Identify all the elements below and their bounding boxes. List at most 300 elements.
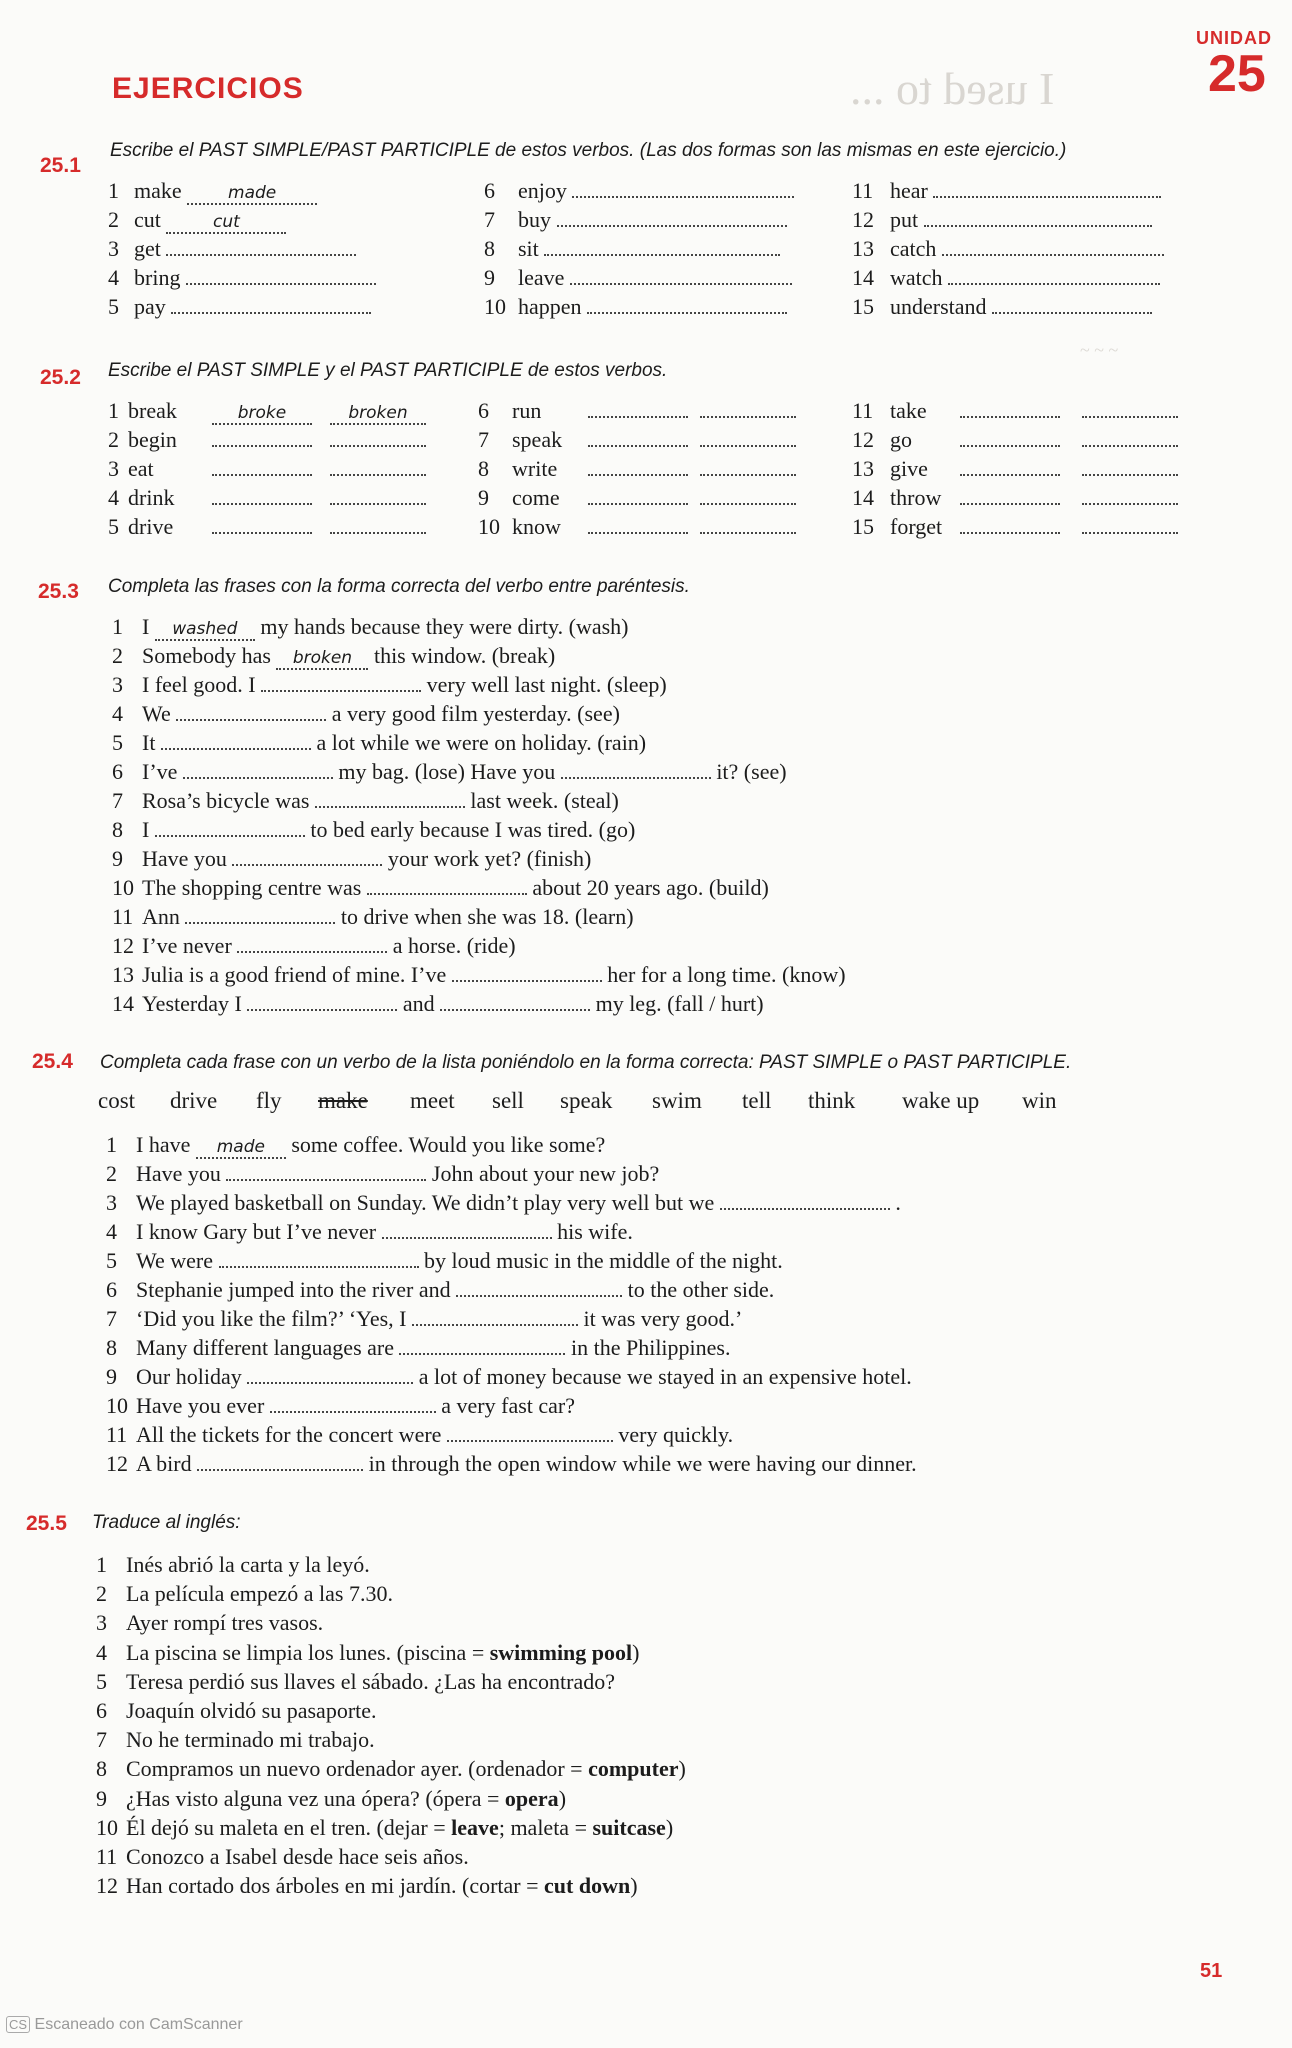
ex5-item: [96, 1727, 375, 1753]
answer-blank[interactable]: [960, 518, 1060, 534]
ex4-item: [106, 1451, 917, 1477]
ex1-item: [852, 178, 1161, 204]
answer-blank[interactable]: [924, 211, 1152, 227]
ex5-item: [96, 1669, 615, 1695]
answer-blank[interactable]: [330, 489, 426, 505]
ex1-item: [852, 294, 1152, 320]
ex2-verb: throw: [890, 485, 942, 510]
spanish-sentence: La película empezó a las 7.30.: [126, 1581, 393, 1607]
sentence-text: I: [142, 817, 155, 842]
ex2-past-simple-slot: [212, 427, 312, 453]
item-number: 1: [112, 614, 123, 639]
ex4-item: [106, 1335, 730, 1361]
ex3-item: [112, 672, 667, 698]
ex4-item: [106, 1248, 783, 1274]
item-number: 4: [108, 265, 119, 290]
sentence-text: I’ve: [142, 759, 183, 784]
answer-blank[interactable]: [1082, 460, 1178, 476]
ex2-past-simple-slot: [588, 398, 688, 424]
sentence-text: I: [142, 614, 155, 639]
sentence-text: Many different languages are: [136, 1335, 400, 1360]
ex2-past-participle-slot: [330, 514, 426, 540]
ex2-past-participle-slot: [700, 427, 796, 453]
answer-blank[interactable]: [720, 1194, 890, 1210]
ex4-item: [106, 1190, 901, 1216]
answer-blank[interactable]: [1082, 402, 1178, 418]
ex2-item-number: 9: [478, 485, 489, 510]
answer-blank[interactable]: [570, 269, 792, 285]
ex5-item: [96, 1844, 469, 1870]
ex2-item-number: 5: [108, 514, 119, 539]
item-number: 11: [852, 178, 874, 203]
answer-blank[interactable]: [1082, 431, 1178, 447]
bleed-through-title: I used to ...: [850, 63, 1055, 114]
answer-blank[interactable]: [155, 821, 305, 837]
item-number: 11: [112, 904, 134, 929]
answer-blank[interactable]: [176, 705, 326, 721]
ex4-item: [106, 1306, 742, 1332]
ex2-item-number: 1: [108, 398, 119, 423]
verb-label: leave: [518, 265, 570, 290]
item-number: 14: [852, 265, 874, 290]
unit-number: 25: [1208, 45, 1266, 103]
spanish-sentence: Joaquín olvidó su pasaporte.: [126, 1698, 377, 1723]
answer-blank[interactable]: [212, 489, 312, 505]
word-tell: tell: [742, 1088, 772, 1113]
answer-blank[interactable]: [452, 966, 602, 982]
answer-blank[interactable]: [456, 1281, 622, 1297]
sentence-text: some coffee. Would you like some?: [285, 1132, 606, 1157]
answer-blank[interactable]: [185, 908, 335, 924]
item-number: 8: [106, 1335, 117, 1360]
sentence-text: a very good film yesterday. (see): [326, 701, 620, 726]
ex2-verb: drive: [128, 514, 174, 539]
item-number: 5: [96, 1668, 107, 1694]
answer-blank[interactable]: [1082, 489, 1178, 505]
sentence-text: a lot while we were on holiday. (rain): [310, 730, 647, 755]
ex4-item: [106, 1219, 633, 1245]
item-number: 3: [96, 1610, 107, 1636]
ex2-past-participle-slot: [1082, 398, 1178, 424]
answer-blank[interactable]: [948, 269, 1160, 285]
ex3-item: [112, 962, 846, 988]
item-number: 13: [112, 962, 134, 987]
answer-blank[interactable]: [700, 518, 796, 534]
sentence-text: very quickly.: [612, 1422, 734, 1447]
ex1-item: [484, 265, 792, 291]
verb-label: sit: [518, 236, 545, 261]
answer-blank[interactable]: [399, 1339, 565, 1355]
sentence-text: Rosa’s bicycle was: [142, 788, 315, 813]
sentence-text: Ann: [142, 904, 186, 929]
item-number: 9: [112, 846, 123, 871]
ex3-instruction: Completa las frases con la forma correcta del verbo entre paréntesis.: [108, 576, 690, 597]
ex5-item: [96, 1815, 673, 1841]
ex2-verb: eat: [128, 456, 154, 481]
answer-blank[interactable]: [588, 518, 688, 534]
ex5-item: [96, 1786, 566, 1812]
sentence-text: Julia is a good friend of mine. I’ve: [142, 962, 452, 987]
sentence-text: it? (see): [710, 759, 787, 784]
sentence-text: Somebody has: [142, 643, 277, 668]
item-number: 3: [112, 672, 123, 697]
sentence-text: Stephanie jumped into the river and: [136, 1277, 457, 1302]
item-number: 2: [96, 1581, 107, 1607]
ex1-item: [108, 265, 376, 291]
closing-paren: ): [558, 1785, 567, 1811]
answer-blank[interactable]: [212, 518, 312, 534]
vocab-hint: opera: [504, 1785, 559, 1811]
ex2-item-number: 6: [478, 398, 489, 423]
item-number: 10: [106, 1393, 128, 1418]
item-number: 10: [96, 1814, 118, 1840]
ex5-item: [96, 1640, 639, 1666]
item-number: 10: [112, 875, 134, 900]
ex5-item: [96, 1552, 370, 1578]
ex4-item: [106, 1132, 605, 1159]
answer-blank[interactable]: [960, 460, 1060, 476]
filled-answer: broken: [276, 648, 368, 670]
sentence-text: my hands because they were dirty. (wash): [254, 614, 629, 639]
sentence-text: .: [889, 1190, 901, 1215]
scanner-watermark: [6, 2016, 243, 2034]
answer-blank[interactable]: [261, 676, 421, 692]
ex4-item: [106, 1277, 774, 1303]
ex2-past-participle-slot: [330, 456, 426, 482]
ex2-item-number: 8: [478, 456, 489, 481]
unit-label: UNIDAD: [1196, 28, 1272, 48]
item-number: 7: [484, 207, 495, 232]
ex3-item: [112, 875, 769, 901]
sentence-text: in the Philippines.: [565, 1335, 731, 1360]
ex2-verb: write: [512, 456, 558, 481]
sentence-text: It: [142, 730, 161, 755]
spanish-sentence: Teresa perdió sus llaves el sábado. ¿Las ha encontrado?: [126, 1668, 615, 1694]
answer-blank[interactable]: [270, 1397, 436, 1413]
answer-blank[interactable]: [197, 1455, 363, 1471]
ex2-item-number: 11: [852, 398, 874, 423]
ex1-item: [852, 207, 1152, 233]
item-number: 8: [96, 1756, 107, 1782]
answer-blank[interactable]: [440, 995, 590, 1011]
item-number: 4: [112, 701, 123, 726]
bleed-through-mark: ~ ~ ~: [1080, 340, 1119, 360]
filled-answer: broke: [212, 403, 312, 425]
answer-blank[interactable]: [247, 1368, 413, 1384]
item-number: 6: [106, 1277, 117, 1302]
answer-blank[interactable]: [1082, 518, 1178, 534]
answer-blank[interactable]: [942, 240, 1164, 256]
ex2-verb: begin: [128, 427, 177, 452]
answer-blank[interactable]: [186, 269, 376, 285]
ex2-past-participle-slot: [700, 485, 796, 511]
answer-blank[interactable]: [171, 298, 371, 314]
ex2-past-participle-slot: [330, 398, 426, 425]
ex2-verb: break: [128, 398, 177, 423]
answer-blank[interactable]: [212, 460, 312, 476]
verb-label: watch: [890, 265, 949, 290]
sentence-text: Our holiday: [136, 1364, 248, 1389]
ex5-instruction: Traduce al inglés:: [92, 1512, 241, 1533]
ex2-past-participle-slot: [330, 427, 426, 453]
answer-blank[interactable]: [700, 460, 796, 476]
word-swim: swim: [652, 1088, 702, 1113]
ex2-verb: drink: [128, 485, 175, 510]
item-number: 7: [112, 788, 123, 813]
spanish-sentence: La piscina se limpia los lunes. (piscina =: [126, 1639, 490, 1665]
ex3-item: [112, 614, 629, 641]
answer-blank[interactable]: [330, 518, 426, 534]
verb-label: put: [890, 207, 924, 232]
answer-blank[interactable]: [219, 1252, 419, 1268]
ex2-past-participle-slot: [700, 456, 796, 482]
item-number: 8: [484, 236, 495, 261]
ex2-past-participle-slot: [700, 398, 796, 424]
ex2-item-number: 10: [478, 514, 500, 539]
verb-label: enjoy: [518, 178, 573, 203]
ex2-past-simple-slot: [960, 398, 1060, 424]
closing-paren: ): [630, 1873, 638, 1899]
answer-blank[interactable]: [412, 1310, 578, 1326]
answer-blank[interactable]: [212, 431, 312, 447]
scanner-text: Escaneado con CamScanner: [34, 2016, 243, 2033]
ex4-number: 25.4: [32, 1050, 73, 1073]
answer-blank[interactable]: [544, 240, 780, 256]
spanish-sentence: ¿Has visto alguna vez una ópera? (ópera =: [126, 1785, 505, 1811]
verb-label: pay: [134, 294, 172, 319]
closing-paren: ): [678, 1756, 686, 1782]
item-number: 8: [112, 817, 123, 842]
ex4-item: [106, 1422, 733, 1448]
item-number: 7: [96, 1727, 107, 1753]
answer-blank[interactable]: [700, 402, 796, 418]
vocab-hint: swimming pool: [489, 1639, 633, 1665]
sentence-text: a very fast car?: [435, 1393, 576, 1418]
ex3-number: 25.3: [38, 580, 79, 603]
ex2-verb: come: [512, 485, 560, 510]
filled-answer: washed: [155, 619, 255, 641]
ex2-past-simple-slot: [960, 485, 1060, 511]
answer-blank[interactable]: [587, 298, 787, 314]
answer-blank[interactable]: [588, 489, 688, 505]
item-number: 6: [96, 1698, 107, 1723]
spanish-sentence: Él dejó su maleta en el tren. (dejar =: [126, 1814, 452, 1840]
item-number: 3: [108, 236, 119, 261]
answer-blank[interactable]: [226, 1165, 426, 1181]
answer-blank[interactable]: [572, 182, 794, 198]
ex3-item: [112, 846, 591, 872]
answer-blank[interactable]: [700, 431, 796, 447]
ex2-past-simple-slot: [960, 456, 1060, 482]
sentence-text: in through the open window while we were having our dinner.: [363, 1451, 917, 1476]
ex2-past-simple-slot: [960, 514, 1060, 540]
item-number: 2: [108, 207, 119, 232]
item-number: 12: [852, 207, 874, 232]
answer-blank[interactable]: [166, 240, 356, 256]
sentence-text: Yesterday I: [142, 991, 248, 1016]
sentence-text: The shopping centre was: [142, 875, 367, 900]
filled-answer: broken: [330, 403, 426, 425]
sentence-text: John about your new job?: [426, 1161, 660, 1186]
verb-label: catch: [890, 236, 942, 261]
ex1-item: [108, 294, 371, 320]
verb-label: bring: [134, 265, 186, 290]
answer-blank[interactable]: [161, 734, 311, 750]
ex4-item: [106, 1364, 912, 1390]
word-win: win: [1022, 1088, 1057, 1113]
ex2-item-number: 3: [108, 456, 119, 481]
item-number: 5: [106, 1248, 117, 1273]
answer-blank[interactable]: [992, 298, 1152, 314]
sentence-text: about 20 years ago. (build): [526, 875, 769, 900]
vocab-hint: suitcase: [592, 1814, 666, 1840]
sentence-text: and: [397, 991, 441, 1016]
answer-blank[interactable]: [232, 850, 382, 866]
ex2-past-participle-slot: [1082, 427, 1178, 453]
ex2-past-participle-slot: [1082, 514, 1178, 540]
ex2-item-number: 2: [108, 427, 119, 452]
answer-blank[interactable]: [960, 489, 1060, 505]
ex5-number: 25.5: [26, 1512, 67, 1535]
item-number: 11: [96, 1844, 118, 1869]
ex1-item: [484, 236, 780, 262]
ex3-item: [112, 991, 764, 1017]
sentence-text: his wife.: [551, 1219, 633, 1244]
item-number: 14: [112, 991, 134, 1016]
sentence-text: I have: [136, 1132, 196, 1157]
ex2-number: 25.2: [40, 366, 81, 389]
item-number: 2: [112, 643, 123, 668]
answer-blank[interactable]: [960, 431, 1060, 447]
sentence-text: We played basketball on Sunday. We didn’t play very well but we: [136, 1190, 720, 1215]
answer-blank[interactable]: [960, 402, 1060, 418]
item-number: 4: [96, 1639, 107, 1665]
item-number: 12: [106, 1451, 128, 1476]
ex2-item-number: 15: [852, 514, 874, 539]
answer-blank[interactable]: [588, 460, 688, 476]
ex1-number: 25.1: [40, 154, 81, 177]
answer-blank[interactable]: [561, 763, 711, 779]
item-number: 9: [106, 1364, 117, 1389]
ex2-past-simple-slot: [212, 514, 312, 540]
closing-paren: ): [632, 1639, 640, 1665]
ex1-item: [484, 178, 794, 204]
page-number: 51: [1200, 1960, 1223, 1982]
word-think: think: [808, 1088, 856, 1113]
ex2-past-simple-slot: [212, 398, 312, 425]
answer-blank[interactable]: [315, 792, 465, 808]
ex5-item: [96, 1873, 638, 1899]
sentence-text: All the tickets for the concert were: [136, 1422, 447, 1447]
answer-blank[interactable]: [933, 182, 1161, 198]
filled-answer: made: [196, 1137, 286, 1159]
item-number: 5: [108, 294, 119, 319]
ex4-item: [106, 1161, 659, 1187]
ex3-item: [112, 788, 619, 814]
ex5-item: [96, 1756, 686, 1782]
sentence-text: it was very good.’: [577, 1306, 743, 1331]
item-number: 6: [484, 178, 495, 203]
spanish-sentence: Ayer rompí tres vasos.: [126, 1610, 324, 1636]
spanish-sentence: No he terminado mi trabajo.: [126, 1727, 375, 1753]
item-number: 12: [96, 1873, 118, 1899]
item-number: 6: [112, 759, 123, 784]
page-title: EJERCICIOS: [112, 72, 304, 105]
item-number: 5: [112, 730, 123, 755]
item-number: 4: [106, 1219, 117, 1244]
sentence-text: We were: [136, 1248, 219, 1273]
sentence-text: I know Gary but I’ve never: [136, 1219, 382, 1244]
ex2-verb: give: [890, 456, 928, 481]
word-make: make: [318, 1088, 368, 1113]
verb-label: cut: [134, 207, 167, 232]
item-number: 15: [852, 294, 874, 319]
sentence-text: last week. (steal): [464, 788, 619, 813]
ex2-instruction: Escribe el PAST SIMPLE y el PAST PARTICIPLE de estos verbos.: [108, 360, 668, 381]
ex2-past-participle-slot: [1082, 485, 1178, 511]
ex2-past-participle-slot: [1082, 456, 1178, 482]
vocab-hint: leave: [451, 1814, 499, 1840]
verb-label: buy: [518, 207, 557, 232]
answer-blank[interactable]: [367, 879, 527, 895]
ex1-item: [484, 294, 787, 320]
word-fly: fly: [256, 1088, 282, 1113]
answer-blank[interactable]: [183, 763, 333, 779]
answer-blank[interactable]: [247, 995, 397, 1011]
verb-label: make: [134, 178, 188, 203]
answer-blank[interactable]: [588, 402, 688, 418]
ex4-item: [106, 1393, 575, 1419]
spanish-sentence: Conozco a Isabel desde hace seis años.: [126, 1844, 469, 1869]
ex2-past-simple-slot: [212, 485, 312, 511]
ex1-item: [108, 178, 317, 205]
sentence-text: to drive when she was 18. (learn): [335, 904, 634, 929]
answer-blank[interactable]: [237, 937, 387, 953]
ex3-item: [112, 701, 620, 727]
sentence-text: I’ve never: [142, 933, 238, 958]
sentence-text: Have you: [142, 846, 233, 871]
ex3-item: [112, 759, 787, 785]
answer-blank[interactable]: [330, 460, 426, 476]
answer-blank[interactable]: [330, 431, 426, 447]
sentence-text: her for a long time. (know): [601, 962, 846, 987]
sentence-text: your work yet? (finish): [382, 846, 592, 871]
word-sell: sell: [492, 1088, 524, 1113]
item-number: 11: [106, 1422, 128, 1447]
ex2-item-number: 7: [478, 427, 489, 452]
ex1-item: [852, 236, 1164, 262]
sentence-text: Have you ever: [136, 1393, 270, 1418]
answer-blank[interactable]: [557, 211, 787, 227]
sentence-text: by loud music in the middle of the night.: [418, 1248, 783, 1273]
ex2-past-simple-slot: [960, 427, 1060, 453]
answer-blank[interactable]: [700, 489, 796, 505]
answer-blank[interactable]: [588, 431, 688, 447]
answer-blank[interactable]: [447, 1426, 613, 1442]
ex2-past-simple-slot: [212, 456, 312, 482]
answer-blank[interactable]: [382, 1223, 552, 1239]
ex2-verb: go: [890, 427, 912, 452]
word-drive: drive: [170, 1088, 218, 1113]
sentence-text: Have you: [136, 1161, 227, 1186]
sentence-text: ‘Did you like the film?’ ‘Yes, I: [136, 1306, 412, 1331]
ex2-past-simple-slot: [588, 456, 688, 482]
item-number: 10: [484, 294, 506, 319]
ex2-past-simple-slot: [588, 427, 688, 453]
word-cost: cost: [98, 1088, 136, 1113]
ex1-instruction: Escribe el PAST SIMPLE/PAST PARTICIPLE de estos verbos. (Las dos formas son las mismas en este ejercicio.): [110, 140, 1067, 161]
ex2-verb: know: [512, 514, 561, 539]
